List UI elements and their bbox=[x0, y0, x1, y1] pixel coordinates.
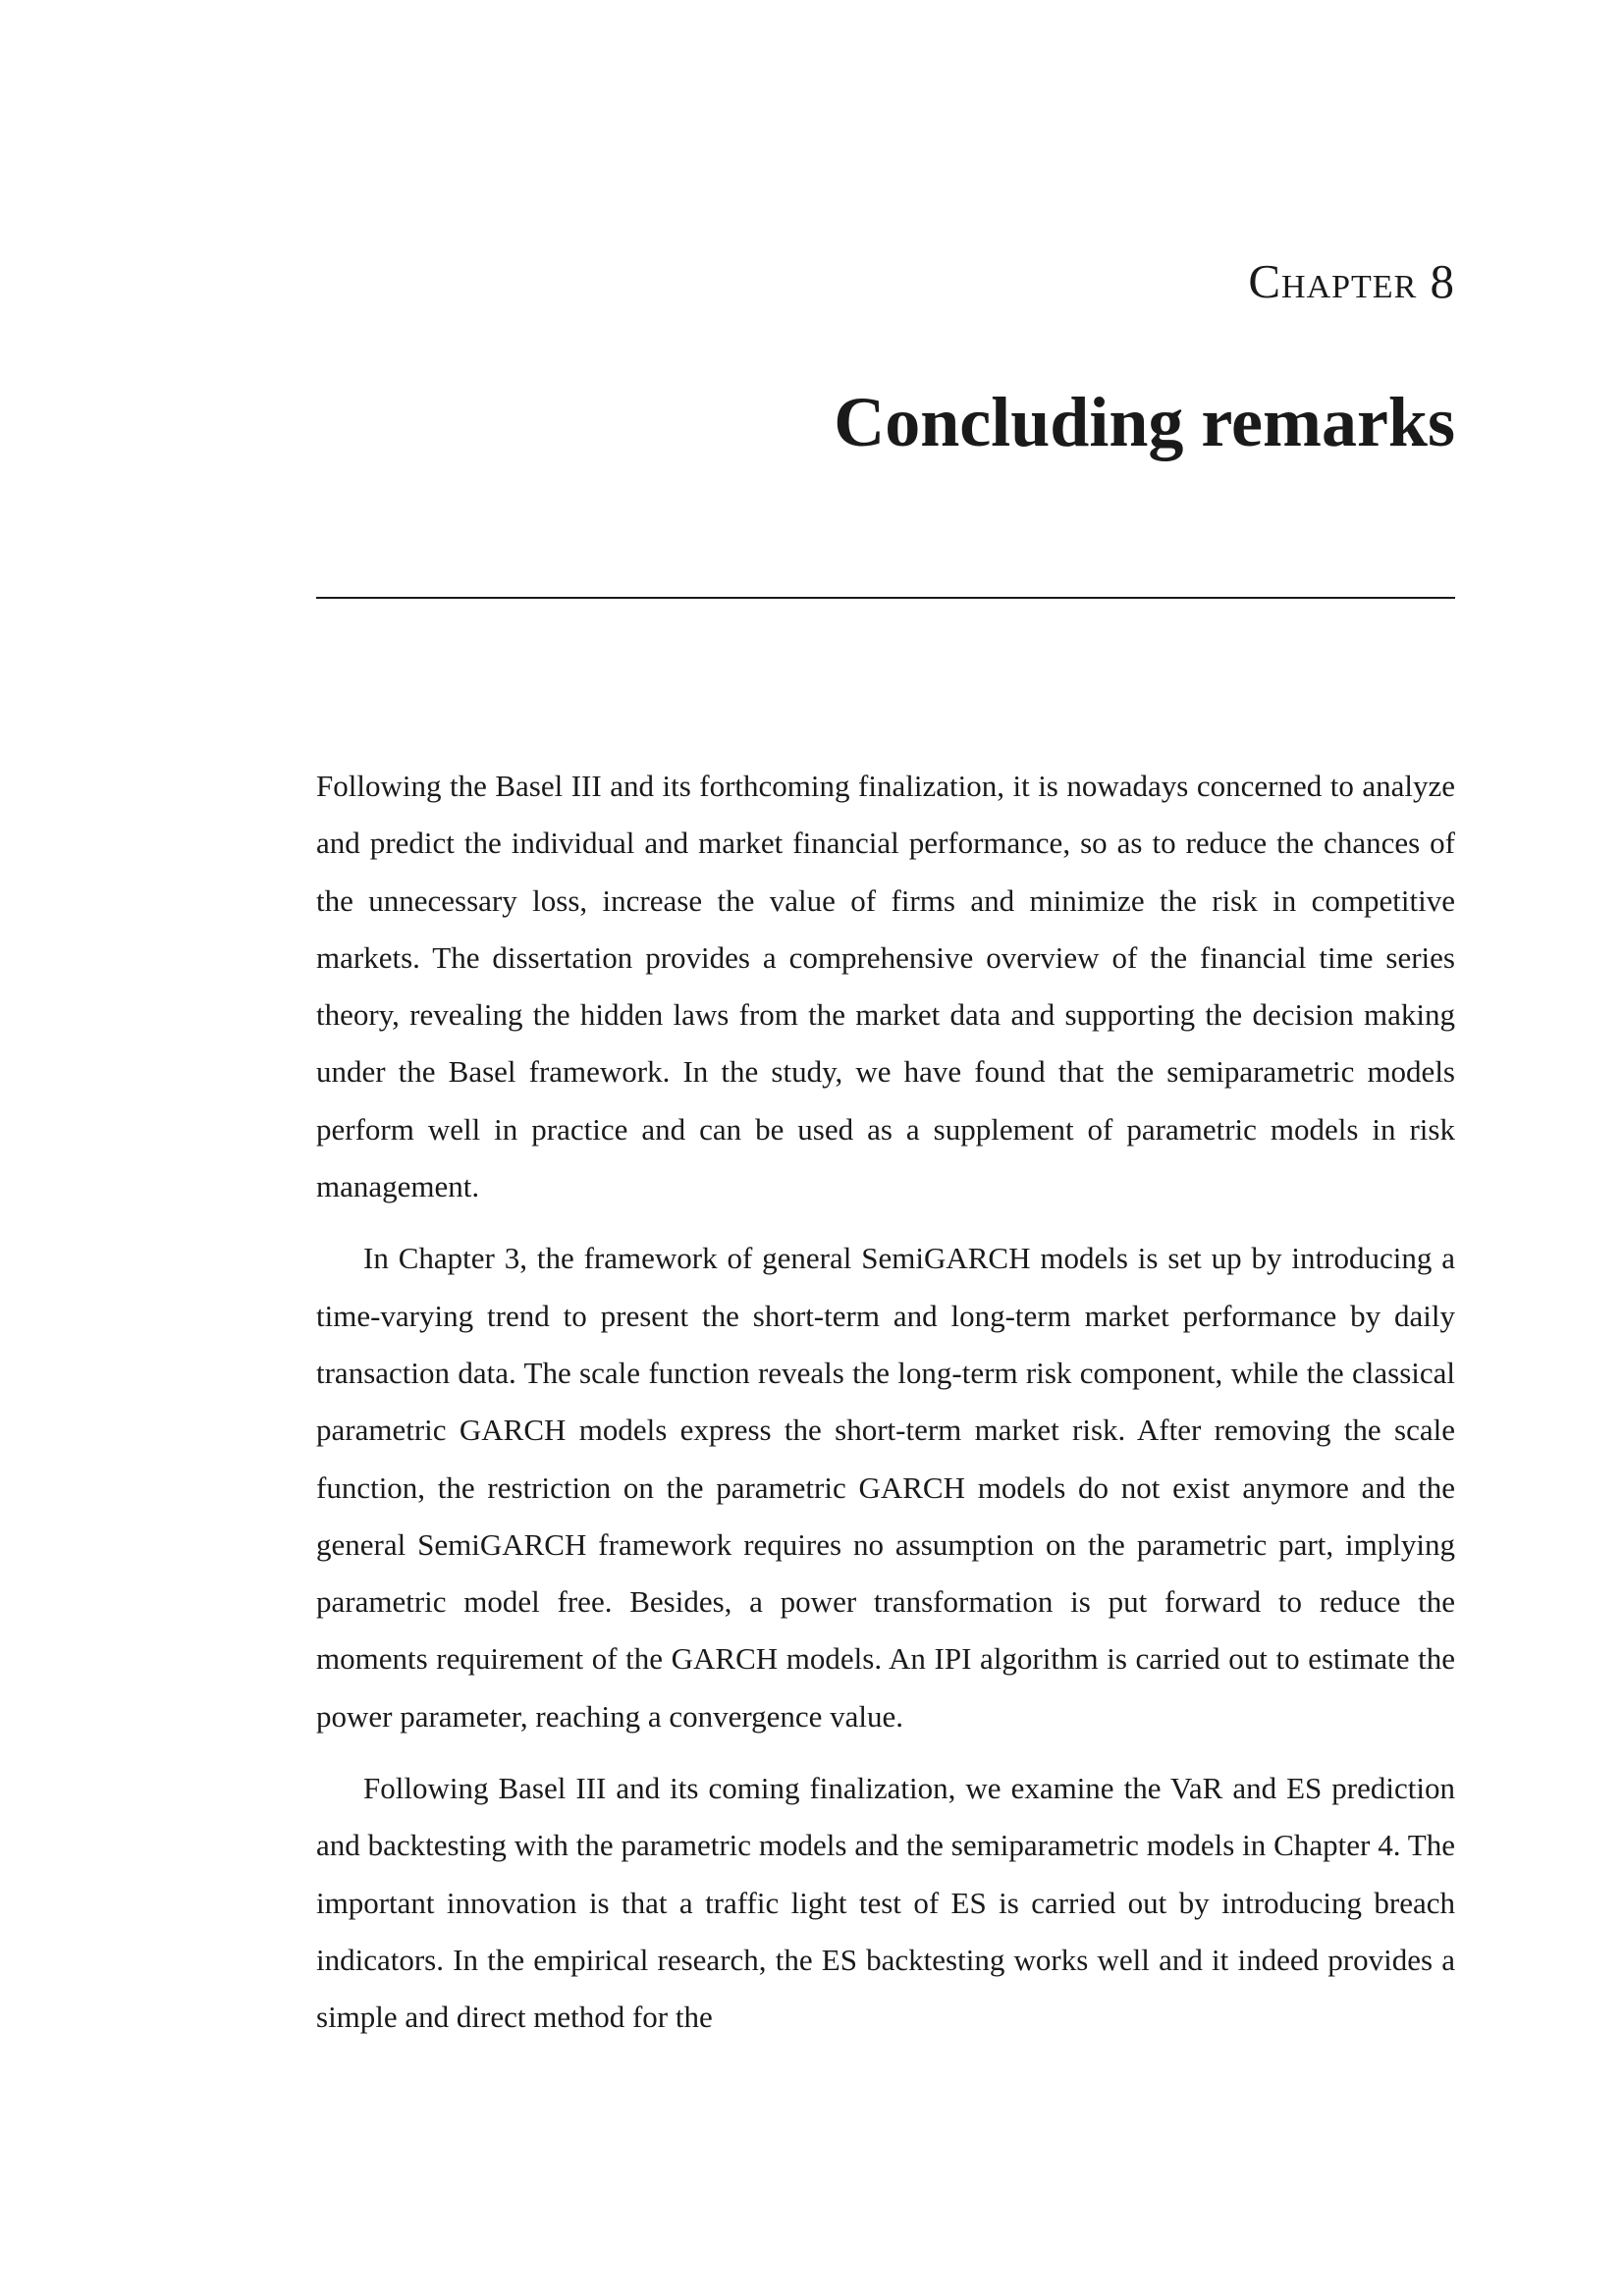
body-text bbox=[316, 758, 1455, 2061]
paragraph-chapter-3: In Chapter 3, the framework of general SemiGARCH models is set up by introducing a time-varying trend to present the short-term and long-term market performance by daily transaction data. The scale function reveals the long-term risk component, while the classical parametric GARCH models express the short-term market risk. After removing the scale function, the restriction on the parametric GARCH models do not exist anymore and the general SemiGARCH framework requires no assumption on the parametric part, implying parametric model free. Besides, a power transformation is put forward to reduce the moments requirement of the GARCH models. An IPI algorithm is carried out to estimate the power parameter, reaching a convergence value. bbox=[316, 1241, 1455, 1734]
chapter-label: Chapter 8 bbox=[1248, 254, 1455, 308]
chapter-title: Concluding remarks bbox=[834, 383, 1455, 461]
chapter-divider bbox=[316, 597, 1455, 599]
paragraph-chapter-4: Following Basel III and its coming finalization, we examine the VaR and ES prediction and backtesting with the parametric models and the semiparametric models in Chapter 4. The important innovation is that a traffic light test of ES is carried out by introducing breach indicators. In the empirical research, the ES backtesting works well and it indeed provides a simple and direct method for the bbox=[316, 1771, 1455, 2035]
paragraph-intro: Following the Basel III and its forthcoming finalization, it is nowadays concerned to analyze and predict the individual and market financial performance, so as to reduce the chances of the unnecessary loss, increase the value of firms and minimize the risk in competitive markets. The dissertation provides a comprehensive overview of the financial time series theory, revealing the hidden laws from the market data and supporting the decision making under the Basel framework. In the study, we have found that the semiparametric models perform well in practice and can be used as a supplement of parametric models in risk management. bbox=[316, 769, 1455, 1204]
